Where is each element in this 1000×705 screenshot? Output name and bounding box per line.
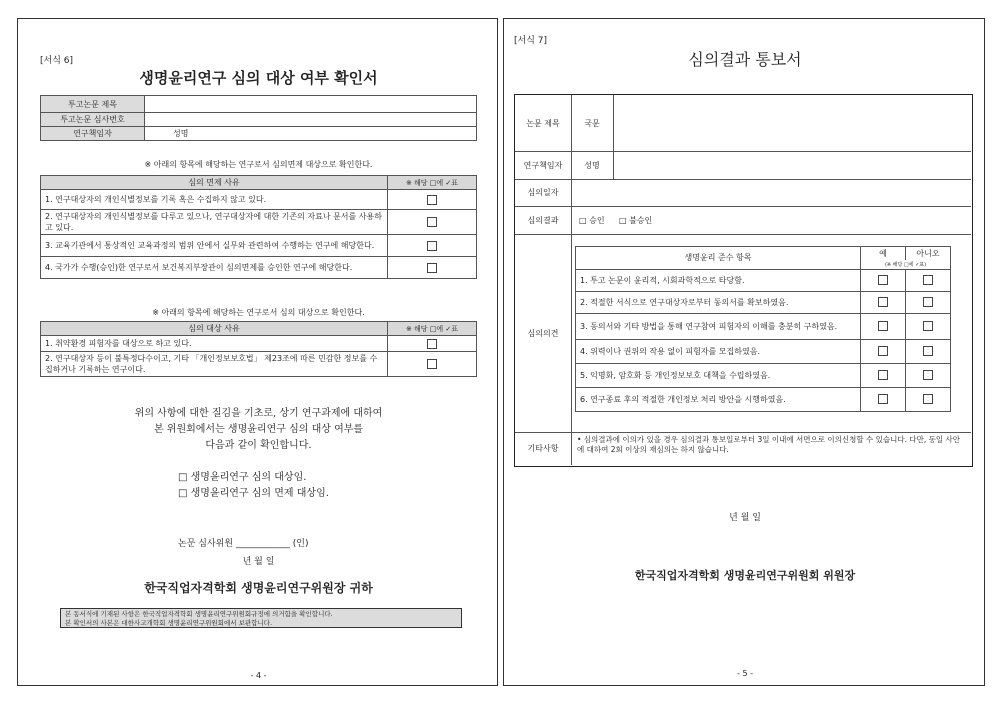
- footnote: 본 동서식에 기재된 사항은 한국직업자격학회 생명윤리연구위원회규정에 의거함을 확인합니다.: [65, 610, 333, 618]
- exempt-reason: 2. 연구대상자의 개인식별정보를 다루고 있으나, 연구대상자에 대한 기존의 자료나 문서를 사용하고 있다.: [41, 210, 388, 235]
- target-header: 심의 대상 사유: [41, 322, 388, 336]
- footnote-box: [60, 608, 462, 628]
- checkbox-yes[interactable]: [878, 394, 888, 404]
- checkbox-no[interactable]: [923, 275, 933, 285]
- date-line: 년 월 일: [729, 513, 761, 523]
- page-number: - 5 -: [737, 669, 753, 678]
- statement-line: 다음과 같이 확인합니다.: [205, 440, 312, 451]
- info-value[interactable]: [145, 113, 477, 127]
- page-number: - 4 -: [250, 671, 267, 680]
- exempt-reason: 4. 국가가 수행(승인)한 연구로서 보건복지부장관이 심의면제를 승인한 연구에 해당한다.: [41, 257, 388, 279]
- form-tag: [서식 6]: [40, 56, 73, 66]
- option-exempt[interactable]: □ 생명윤리연구 심의 면제 대상임.: [178, 488, 329, 499]
- result-options: [178, 470, 329, 502]
- checkbox[interactable]: [427, 195, 437, 205]
- title-label: 논문 제목: [526, 118, 560, 128]
- page-4: [17, 18, 498, 686]
- footnote: 본 확인서의 사본은 대한사고개학회 생명윤리연구위원회에서 보관합니다.: [65, 619, 273, 627]
- form-title: 심의결과 통보서: [688, 50, 802, 69]
- target-note: ※ 아래의 항목에 해당하는 연구로서 심의 대상으로 확인한다.: [152, 308, 365, 317]
- checkbox-yes[interactable]: [878, 297, 888, 307]
- exempt-reason: 1. 연구대상자의 개인식별정보를 기록 혹은 수집하지 않고 있다.: [41, 190, 388, 210]
- check-header: ※ 해당 □에 ✓표: [388, 176, 477, 190]
- statement-line: 위의 사항에 대한 질김을 기초로, 상기 연구과제에 대하여: [134, 408, 383, 419]
- yes-header: 예: [861, 247, 906, 261]
- statement: [18, 406, 499, 454]
- checkbox-no[interactable]: [923, 370, 933, 380]
- info-label: 투고논문 제목: [41, 96, 145, 113]
- checkbox[interactable]: [427, 217, 437, 227]
- result-form: [514, 94, 973, 467]
- target-table: [40, 321, 477, 377]
- page-5: [503, 18, 985, 686]
- compliance-item: 6. 연구종료 후의 적절한 개인정보 처리 방안을 시행하였음.: [576, 387, 861, 411]
- checkbox-yes[interactable]: [878, 321, 888, 331]
- pi-field[interactable]: [613, 151, 971, 179]
- check-header: ※ 해당 □에 ✓표: [388, 322, 477, 336]
- other-text: • 심의결과에 이의가 있을 경우 심의결과 통보일로부터 3일 이내에 서면으로 이의신청할 수 있습니다. 다만, 동일 사안에 대하여 2회 이상의 재심의는 하지 않습니다.: [577, 435, 960, 454]
- reviewer-signature: 논문 심사위원 ____________ (인): [178, 539, 309, 549]
- info-value[interactable]: [145, 96, 477, 113]
- checkbox[interactable]: [427, 359, 437, 369]
- form-tag: [서식 7]: [514, 36, 547, 46]
- compliance-item: 5. 익명화, 암호화 등 개인정보보호 대책을 수립하였음.: [576, 363, 861, 387]
- info-label: 연구책임자: [41, 127, 145, 141]
- compliance-header: 생명윤리 준수 항목: [576, 247, 861, 270]
- no-header: 아니오: [906, 247, 951, 261]
- signer: 한국직업자격학회 생명윤리연구위원회 위원장: [634, 569, 856, 582]
- exempt-note: ※ 아래의 항목에 해당하는 연구로서 심의면제 대상으로 확인한다.: [144, 160, 373, 169]
- checkbox-no[interactable]: [923, 321, 933, 331]
- opinion-label: 심의의견: [527, 328, 559, 338]
- compliance-item: 1. 투고 논문이 윤리적, 시회과학적으로 타당함.: [576, 269, 861, 291]
- checkbox[interactable]: [427, 241, 437, 251]
- compliance-item: 2. 적절한 서식으로 연구대상자로부터 동의서를 확보하였음.: [576, 291, 861, 313]
- pi-sub-label: 성명: [571, 151, 614, 179]
- checkbox-yes[interactable]: [878, 370, 888, 380]
- result-label: 심의결과: [527, 215, 559, 225]
- result-option-approve[interactable]: □ 승인: [579, 215, 605, 225]
- form-title: 생명윤리연구 심의 대상 여부 확인서: [139, 69, 378, 87]
- result-option-reject[interactable]: □ 불승인: [619, 215, 653, 225]
- target-reason: 2. 연구대상자 등이 불특정다수이고, 기타 「개인정보보호법」 제23조에 따른 민감한 정보를 수집하거나 기록하는 연구이다.: [41, 352, 388, 377]
- checkbox[interactable]: [427, 339, 437, 349]
- checkbox-no[interactable]: [923, 297, 933, 307]
- checkbox-no[interactable]: [923, 394, 933, 404]
- checkbox-no[interactable]: [923, 346, 933, 356]
- info-table: [40, 95, 477, 141]
- check-note: (※ 해당 □에 ✓표): [861, 260, 951, 269]
- review-date-label: 심의일자: [527, 188, 559, 197]
- compliance-item: 3. 동의서와 기타 방법을 통해 연구참여 피험자의 이해를 충분히 구하였음.: [576, 313, 861, 339]
- date-line: 년 월 일: [242, 557, 275, 567]
- title-field[interactable]: [613, 95, 971, 151]
- checkbox[interactable]: [427, 263, 437, 273]
- checkbox-yes[interactable]: [878, 346, 888, 356]
- exempt-header: 심의 면제 사유: [41, 176, 388, 190]
- info-value[interactable]: 성명: [145, 127, 477, 141]
- checkbox-yes[interactable]: [878, 275, 888, 285]
- compliance-table: [575, 246, 951, 412]
- compliance-item: 4. 위력이나 권위의 작용 없이 피험자를 모집하였음.: [576, 339, 861, 363]
- title-sub-label: 국문: [571, 95, 614, 151]
- exempt-reason: 3. 교육기관에서 통상적인 교육과정의 범위 안에서 실무와 관련하여 수행하는 연구에 해당한다.: [41, 235, 388, 257]
- addressee: 한국직업자격학회 생명윤리연구위원장 귀하: [144, 581, 373, 595]
- exempt-table: [40, 175, 477, 279]
- review-date-field[interactable]: [571, 179, 971, 206]
- other-label: 기타사항: [527, 444, 559, 453]
- pi-label: 연구책임자: [523, 160, 563, 170]
- info-label: 투고논문 심사번호: [41, 113, 145, 127]
- target-reason: 1. 취약환경 피험자를 대상으로 하고 있다.: [41, 336, 388, 352]
- statement-line: 본 위원회에서는 생명윤리연구 심의 대상 여부를: [153, 424, 364, 435]
- option-target[interactable]: □ 생명윤리연구 심의 대상임.: [178, 472, 307, 483]
